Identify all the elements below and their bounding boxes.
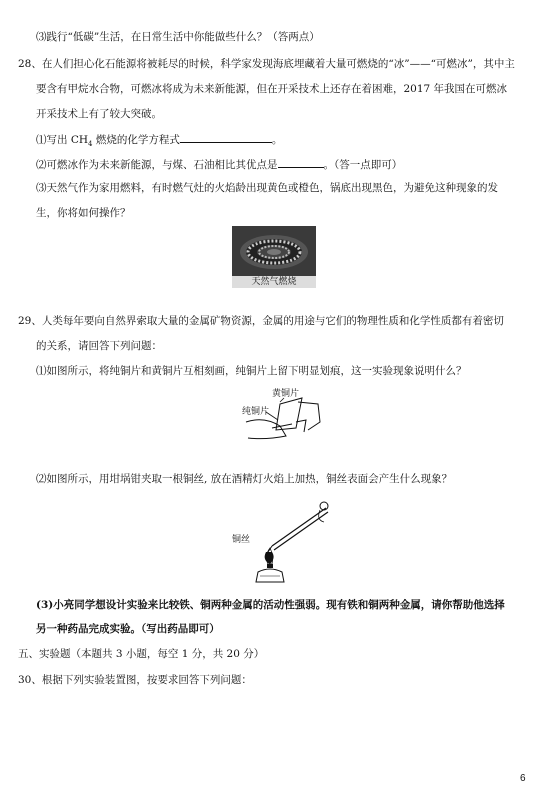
- alcohol-lamp-figure: [228, 498, 340, 584]
- page-number: 6: [520, 773, 526, 784]
- pure-copper-sheet-label: 纯铜片: [242, 407, 270, 417]
- copper-sheets-figure: [236, 382, 326, 444]
- q28-sub1-suffix: 燃烧的化学方程式: [92, 134, 180, 146]
- q28-sub1: [36, 132, 282, 151]
- q28-line3: 开采技术上有了较大突破。: [36, 108, 162, 120]
- brass-sheet-label: 黄铜片: [272, 389, 300, 399]
- q29-sub1: ⑴如图所示，将纯铜片和黄铜片互相刻画，纯铜片上留下明显划痕，这一实验现象说明什么？: [36, 365, 467, 377]
- q28-sub2-end: 。（答一点即可）: [323, 159, 403, 171]
- q28-sub1-answer-blank[interactable]: [180, 132, 272, 143]
- q28-sub2-text: ⑵可燃冰作为未来新能源，与煤、石油相比其优点是: [36, 159, 278, 171]
- q29-sub3-line1: (3)小亮同学想设计实验来比较铁、铜两种金属的活动性强弱。现有铁和铜两种金属，请你帮助他选择: [36, 599, 505, 611]
- q28-sub2: [36, 157, 402, 172]
- q27-sub3: ⑶践行“低碳”生活，在日常生活中你能做些什么？（答两点）: [36, 31, 320, 43]
- gas-stove-caption: 天然气燃烧: [251, 277, 297, 287]
- q28-sub1-subscript: 4: [88, 140, 93, 149]
- q28-line1: 28、在人们担心化石能源将被耗尽的时候，科学家发现海底埋藏着大量可燃烧的“冰”——“可燃冰”，其中主: [18, 58, 515, 70]
- q28-sub3-line2: 生，你将如何操作？: [36, 207, 131, 219]
- q29-line2: 的关系，请回答下列问题：: [36, 340, 162, 352]
- copper-wire-label: 铜丝: [232, 535, 251, 545]
- q28-sub3-line1: ⑶天然气作为家用燃料，有时燃气灶的火焰龄出现黄色或橙色，锅底出现黑色，为避免这种现象的发: [36, 182, 498, 194]
- q28-sub1-prefix: ⑴写出 CH: [36, 134, 89, 146]
- q29-line1: 29、人类每年要向自然界索取大量的金属矿物资源，金属的用途与它们的物理性质和化学性质都有着密切: [18, 315, 504, 327]
- hands-scratching-sheets-drawing: [236, 382, 326, 444]
- crucible-tongs-lamp-drawing: [228, 498, 340, 584]
- q29-sub2: ⑵如图所示，用坩埚钳夹取一根铜丝, 放在酒精灯火焰上加热，铜丝表面会产生什么现象？: [36, 473, 453, 485]
- q28-sub1-end: 。: [271, 134, 283, 146]
- q29-sub3-line2: 另一种药品完成实验。（写出药品即可）: [36, 623, 220, 635]
- q30-line1: 30、根据下列实验装置图，按要求回答下列问题：: [18, 674, 252, 686]
- section5-title: 五、实验题（本题共 3 小题，每空 1 分，共 20 分）: [18, 648, 265, 660]
- q28-sub2-answer-blank[interactable]: [278, 157, 324, 168]
- gas-stove-photo: [232, 226, 316, 288]
- q28-line2: 要含有甲烷水合物，可燃冰将成为未来新能源，但在开采技术上还存在着困难，2017 年我国在可燃冰: [36, 83, 508, 95]
